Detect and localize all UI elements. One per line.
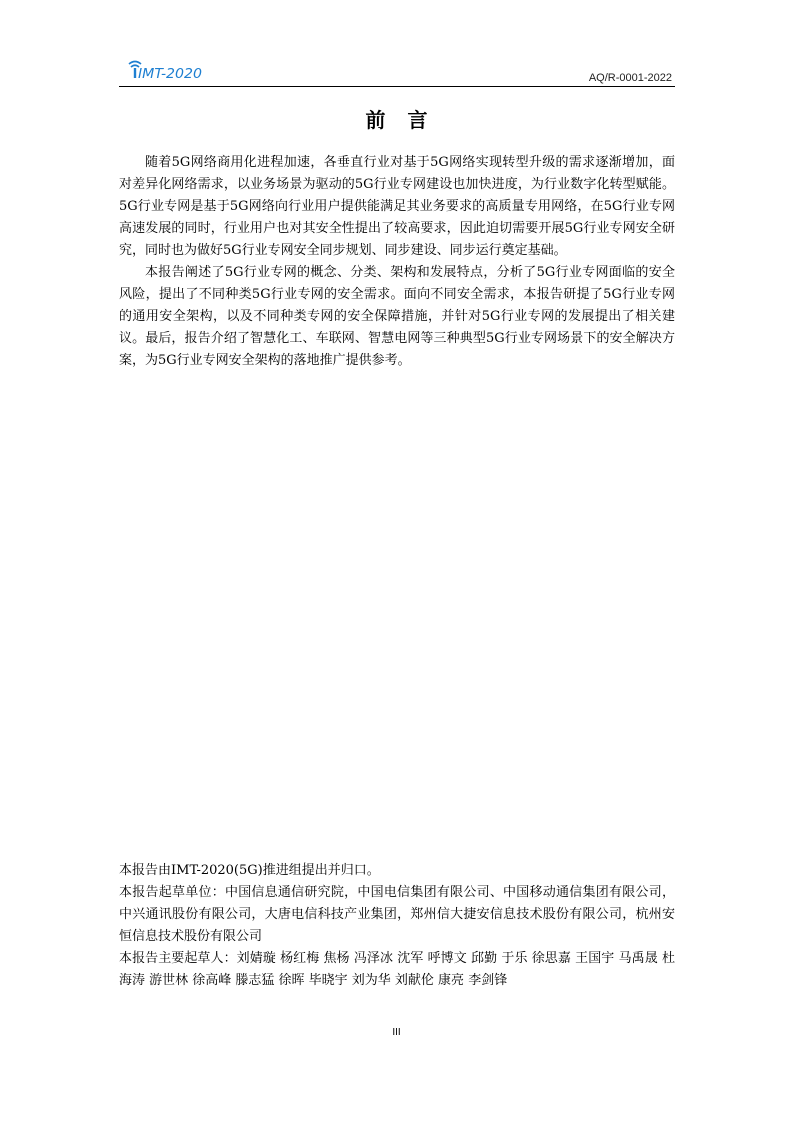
drafters-list: 本报告主要起草人：刘婧璇 杨红梅 焦杨 冯泽冰 沈军 呼博文 邱勤 于乐 徐思嘉 王国宇 马禹晟 杜海涛 游世林 徐高峰 滕志猛 徐晖 毕晓宇 刘为华 刘献伦 康亮 李剑锋 <box>119 951 675 988</box>
preface-paragraph: 随着5G网络商用化进程加速，各垂直行业对基于5G网络实现转型升级的需求逐渐增加，面对差异化网络需求，以业务场景为驱动的5G行业专网建设也加快进度，为行业数字化转型赋能。5G行业专网是基于5G网络向行业用户提供能满足其业务要求的高质量专用网络，在5G行业专网高速发展的同时，行业用户也对其安全性提出了较高要求，因此迫切需要开展5G行业专网安全研究，同时也为做好5G行业专网安全同步规划、同步建设、同步运行奠定基础。 <box>119 155 675 258</box>
report-credits <box>119 860 675 992</box>
header-divider <box>119 86 675 87</box>
proposer-note: 本报告由IMT-2020(5G)推进组提出并归口。 <box>119 863 380 878</box>
document-code: AQ/R-0001-2022 <box>588 72 672 84</box>
preface-paragraph: 本报告阐述了5G行业专网的概念、分类、架构和发展特点，分析了5G行业专网面临的安全风险，提出了不同种类5G行业专网的安全需求。面向不同安全需求，本报告研提了5G行业专网的通用安全架构，以及不同种类专网的安全保障措施，并针对5G行业专网的发展提出了相关建议。最后，报告介绍了智慧化工、车联网、智慧电网等三种典型5G行业专网场景下的安全解决方案，为5G行业专网安全架构的落地推广提供参考。 <box>119 265 675 368</box>
page-number: III <box>392 1027 401 1038</box>
page-title: 前言 <box>365 108 450 132</box>
logo-text: IMT-2020 <box>138 67 202 82</box>
imt-2020-logo <box>127 58 207 82</box>
drafting-units: 本报告起草单位：中国信息通信研究院，中国电信集团有限公司、中国移动通信集团有限公司，中兴通讯股份有限公司，大唐电信科技产业集团，郑州信大捷安信息技术股份有限公司，杭州安恒信息技术股份有限公司 <box>119 885 675 944</box>
preface-body <box>119 152 675 372</box>
